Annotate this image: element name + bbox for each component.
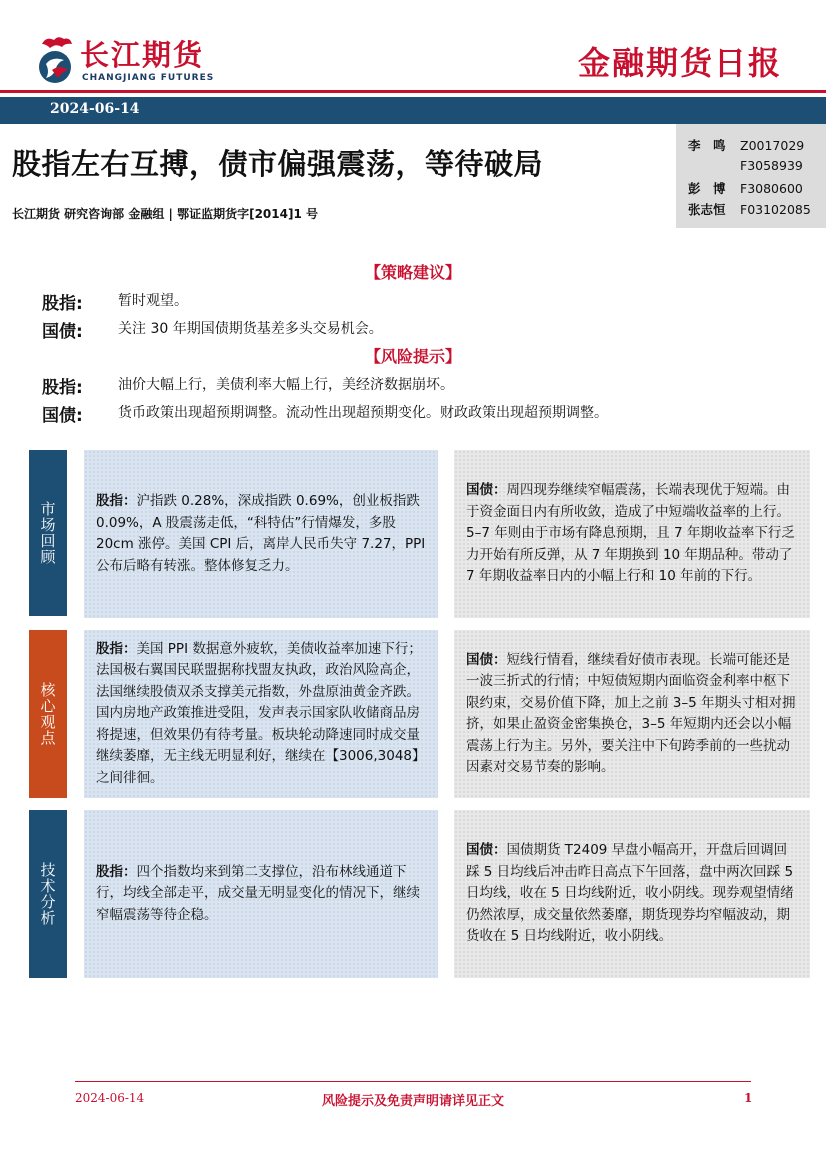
market-review-index-paragraph	[96, 491, 426, 577]
strategy-label-index: 股指:	[42, 294, 83, 314]
market-review-index-box	[84, 450, 438, 618]
market-review-bond-label: 国债：	[466, 482, 507, 499]
core-view-index-text: 美国 PPI 数据意外疲软，美债收益率加速下行；法国极右翼国民联盟据称找盟友执政，政治风险高企，法国继续股债双杀支撑美元指数，外盘原油黄金齐跌。国内房地产政策推进受阻，发声表示国家队收储商品房将提速，但效果仍有待考量。板块轮动降速同时成交量继续萎靡，无主线无明显利好，继续在【3006,3048】之间徘徊。	[96, 640, 426, 786]
analyst-box	[676, 124, 826, 228]
analyst-row	[688, 136, 804, 154]
market-review-bond-text: 周四现券继续窄幅震荡，长端表现优于短端。由于资金面日内有所收敛，造成了中短端收益率的上行。5–7 年则由于市场有降息预期，且 7 年期收益率下行乏力开始有所反弹，从 7 年期换到 10 年期品种。带动了 7 年期收益率日内的小幅上行和 10 年前的下行。	[466, 482, 795, 585]
core-view-index-box	[84, 630, 438, 798]
strategy-text-index: 暂时观望。	[118, 293, 188, 309]
core-view-bond-text: 短线行情看，继续看好债市表现。长端可能还是一波三折式的行情；中短债短期内面临资金利率中枢下限约束，交易价值下降，加上之前 3–5 年期头寸相对拥挤，如果止盈资金密集换仓，3–5 年短期内还会以小幅震荡上行为主。另外，要关注中下旬跨季前的一些扰动因素对交易节奏的影响。	[466, 651, 796, 775]
risk-label-index: 股指:	[42, 378, 83, 398]
footer-disclaimer-link[interactable]: 风险提示及免责声明请详见正文	[321, 1094, 504, 1109]
risk-text-bond: 货币政策出现超预期调整。流动性出现超预期变化。财政政策出现超预期调整。	[118, 405, 608, 421]
core-view-bond-paragraph	[466, 650, 798, 779]
report-date: 2024-06-14	[50, 101, 140, 117]
tab-technical-analysis: 技术分析	[29, 810, 67, 978]
strategy-text-bond: 关注 30 年期国债期货基差多头交易机会。	[118, 321, 383, 337]
department-line: 长江期货 研究咨询部 金融组 | 鄂证监期货字[2014]1 号	[12, 207, 318, 221]
technical-bond-box	[454, 810, 810, 978]
footer-divider	[75, 1081, 751, 1082]
strategy-heading: 【策略建议】	[364, 263, 461, 282]
market-review-bond-paragraph	[466, 480, 798, 588]
footer-date: 2024-06-14	[75, 1091, 145, 1105]
header-divider	[0, 90, 826, 93]
technical-index-box	[84, 810, 438, 978]
technical-index-label: 股指：	[96, 863, 137, 880]
logo-english-text: CHANGJIANG FUTURES	[82, 73, 215, 83]
risk-text-index: 油价大幅上行，美债利率大幅上行，美经济数据崩坏。	[118, 377, 454, 393]
page-title: 股指左右互搏，债市偏强震荡，等待破局	[12, 147, 544, 181]
analyst-license-id: F3058939	[740, 158, 803, 173]
analyst-name: 彭 博	[688, 181, 726, 196]
core-view-index-paragraph	[96, 639, 426, 790]
analyst-row	[688, 200, 811, 218]
tab-market-review: 市场回顾	[29, 450, 67, 616]
tab-core-view: 核心观点	[29, 630, 67, 798]
technical-bond-paragraph	[466, 840, 798, 948]
core-view-index-label: 股指：	[96, 640, 137, 657]
technical-index-paragraph	[96, 862, 426, 927]
changjiang-logo-icon	[32, 34, 78, 86]
risk-label-bond: 国债:	[42, 406, 83, 426]
analyst-row	[688, 179, 803, 197]
technical-bond-label: 国债：	[466, 842, 507, 859]
analyst-license-id: F03102085	[740, 202, 811, 217]
technical-index-text: 四个指数均来到第二支撑位，沿布林线通道下行，均线全部走平，成交量无明显变化的情况下，继续窄幅震荡等待企稳。	[96, 863, 420, 923]
page-number: 1	[744, 1091, 753, 1105]
core-view-bond-box	[454, 630, 810, 798]
report-type-title: 金融期货日报	[577, 44, 782, 82]
market-review-index-label: 股指：	[96, 493, 137, 509]
analyst-row	[688, 158, 803, 173]
core-view-bond-label: 国债：	[466, 651, 507, 668]
market-review-index-text: 沪指跌 0.28%，深成指跌 0.69%，创业板指跌 0.09%，A 股震荡走低，“科特估”行情爆发，多股 20cm 涨停。美国 CPI 后，离岸人民币失守 7.27，PPI 公布后略有转涨。整体修复乏力。	[96, 493, 426, 574]
analyst-name: 张志恒	[688, 202, 726, 217]
market-review-bond-box	[454, 450, 810, 618]
strategy-label-bond: 国债:	[42, 322, 83, 342]
analyst-license-id: F3080600	[740, 181, 803, 196]
analyst-license-id: Z0017029	[740, 138, 805, 153]
logo-text: 长江期货	[80, 38, 205, 72]
technical-bond-text: 国债期货 T2409 早盘小幅高开，开盘后回调回踩 5 日均线后冲击昨日高点下午回落，盘中两次回踩 5 日均线，收在 5 日均线附近，收小阴线。现券观望情绪仍然浓厚，成交量依然萎靡，期货现券均窄幅波动，期货收在 5 日均线附近，收小阴线。	[466, 842, 794, 945]
analyst-name: 李 鸣	[688, 138, 726, 153]
risk-heading: 【风险提示】	[364, 347, 461, 366]
